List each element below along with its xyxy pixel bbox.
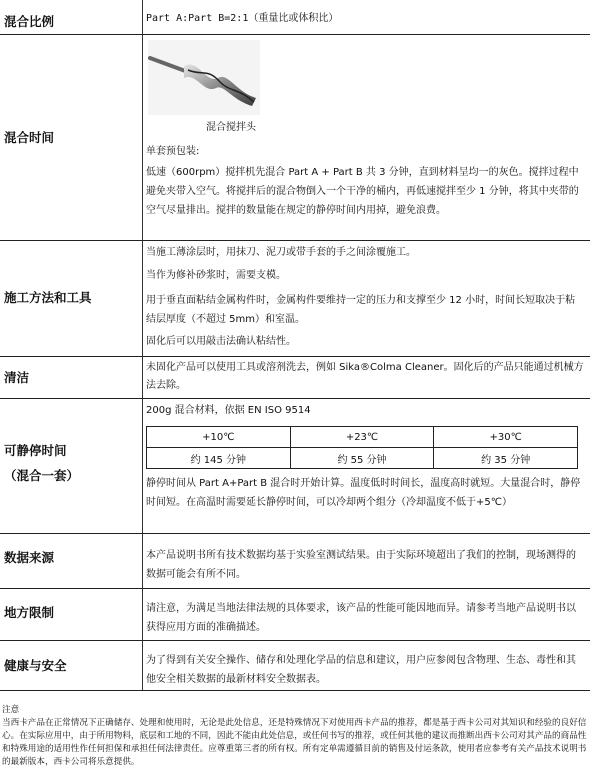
application-p3: 用于垂直面粘结金属构件时，金属构件要维持一定的压力和支撑至少 12 小时，时间长短取决于粘结层厚度（不超过 5mm）和室温。 — [146, 295, 576, 325]
divider — [0, 640, 590, 641]
application-p4: 固化后可以用敲击法确认粘结性。 — [146, 336, 296, 347]
package-title: 单套预包装: — [146, 146, 200, 157]
notes-title: 注意 — [2, 705, 20, 715]
divider — [0, 533, 590, 534]
divider — [0, 398, 590, 399]
application-label: 施工方法和工具 — [4, 290, 92, 305]
local-body: 请注意，为满足当地法律法规的具体要求，该产品的性能可能因地而异。请参考当地产品说明书以获得应用方面的准确描述。 — [146, 603, 576, 633]
divider — [0, 356, 590, 357]
temp-cell: +23℃ — [290, 427, 434, 448]
time-cell: 约 35 分钟 — [434, 448, 578, 469]
time-cell: 约 55 分钟 — [290, 448, 434, 469]
data-source-body: 本产品说明书所有技术数据均基于实验室测试结果。由于实际环境超出了我们的控制，现场测得的数据可能会有所不同。 — [146, 550, 576, 580]
mix-time-label: 混合时间 — [4, 130, 55, 145]
temp-cell: +10℃ — [147, 427, 291, 448]
pot-life-intro: 200g 混合材料，依据 EN ISO 9514 — [146, 405, 311, 416]
divider — [0, 240, 590, 241]
time-cell: 约 145 分钟 — [147, 448, 291, 469]
health-label: 健康与安全 — [4, 658, 67, 673]
health-body: 为了得到有关安全操作、储存和处理化学品的信息和建议，用户应参阅包含物理、生态、毒性和其他安全相关数据的最新材料安全数据表。 — [146, 655, 576, 685]
image-caption: 混合搅拌头 — [206, 122, 256, 133]
data-source-label: 数据来源 — [4, 550, 55, 565]
pot-life-label-2: （混合一套） — [4, 468, 80, 483]
mix-time-body: 低速（600rpm）搅拌机先混合 Part A + Part B 共 3 分钟，直到材料呈均一的灰色。搅拌过程中避免夹带入空气。将搅拌后的混合物倒入一个干净的桶内，再低速搅拌至少 1 分钟，将其中夹带的空气尽量排出。搅拌的数量能在规定的静停时间内用掉，避免浪费。 — [146, 167, 579, 216]
notes — [2, 704, 588, 769]
notes-body: 当西卡产品在正常情况下正确储存、处理和使用时，无论是此处信息，还是特殊情况下对使用西卡产品的推荐，都是基于西卡公司对其知识和经验的良好信心。在实际应用中，由于所用物料，底层和工地的不同，因此不能由此处信息，或任何书写的推荐，或任何其他的建议而推断出西卡公司对其产品的商品性和特殊用途的适用性作任何担保和承担任何法律责任。应尊重第三者的所有权。所有定单需遵循目前的销售及付运条款，使用者应参考有关产品技术说明书的最新版本，西卡公司将乐意提供。 — [2, 718, 587, 767]
mix-ratio-label: 混合比例 — [4, 14, 55, 29]
divider — [0, 588, 590, 589]
local-label: 地方限制 — [4, 605, 55, 620]
divider — [0, 690, 590, 691]
cleaning-label: 清洁 — [4, 370, 30, 385]
application-p1: 当施工薄涂层时，用抹刀、泥刀或带手套的手之间涂覆施工。 — [146, 247, 416, 258]
divider — [0, 34, 590, 35]
pot-life-body: 静停时间从 Part A+Part B 混合时开始计算。温度低时时间长，温度高时就短。大量混合时，静停时间短。在高温时需要延长静停时间，可以冷却两个组分（冷却温度不低于+5℃） — [146, 478, 581, 508]
mix-ratio-value: Part A:Part B=2:1（重量比或体积比） — [146, 13, 339, 24]
application-p2: 当作为修补砂浆时，需要支模。 — [146, 270, 286, 281]
cleaning-body: 未固化产品可以使用工具或溶剂洗去，例如 Sika®Colma Cleaner。固化后的产品只能通过机械方法去除。 — [146, 362, 584, 391]
temp-cell: +30℃ — [434, 427, 578, 448]
column-divider — [142, 0, 143, 690]
pot-life-table — [146, 426, 578, 469]
mixing-paddle-image — [148, 40, 260, 115]
pot-life-label: 可静停时间 — [4, 443, 67, 458]
